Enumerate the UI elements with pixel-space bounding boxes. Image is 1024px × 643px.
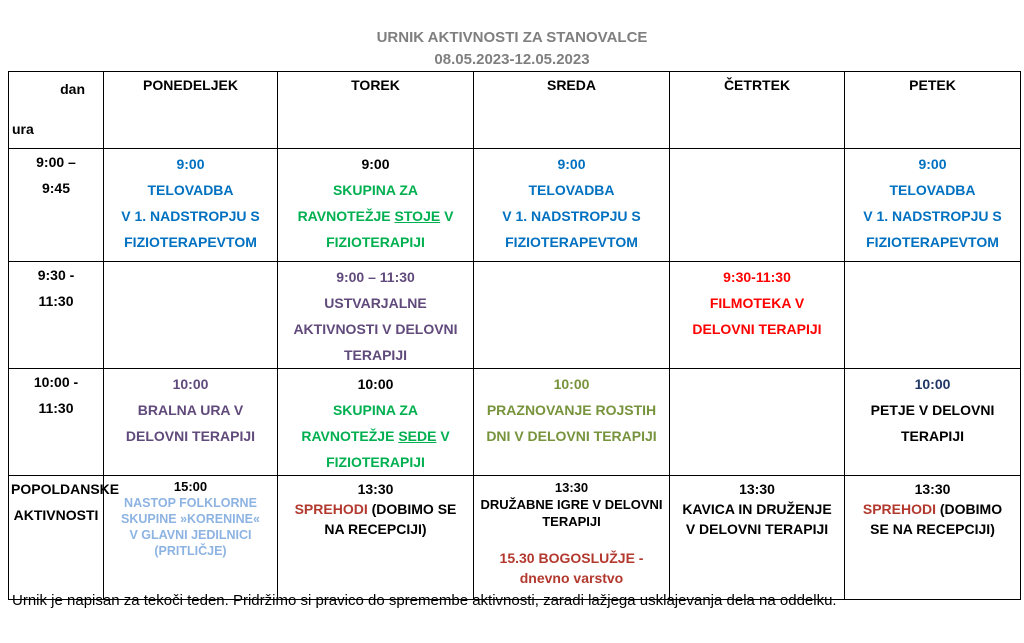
- table-row: [9, 476, 1021, 600]
- activity-cell: 13:30 SPREHODI (DOBIMO SE NA RECEPCIJI): [845, 476, 1021, 600]
- activity-cell: 9:30-11:30 FILMOTEKA V DELOVNI TERAPIJI: [670, 262, 845, 369]
- activity-cell: 10:00 SKUPINA ZA RAVNOTEŽJE SEDE V FIZIOTERAPIJI: [278, 369, 474, 476]
- empty-cell: [845, 262, 1021, 369]
- time-label: 9:30 - 11:30: [9, 262, 104, 369]
- day-tuesday: TOREK: [278, 72, 474, 149]
- activity-cell: 13:30 DRUŽABNE IGRE V DELOVNI TERAPIJI 15.30 BOGOSLUŽJE - dnevno varstvo: [474, 476, 670, 600]
- table-row: [9, 149, 1021, 262]
- activity-cell: 13:30 KAVICA IN DRUŽENJE V DELOVNI TERAPIJI: [670, 476, 845, 600]
- schedule-table: [8, 71, 1021, 600]
- activity-cell: 9:00 SKUPINA ZA RAVNOTEŽJE STOJE V FIZIOTERAPIJI: [278, 149, 474, 262]
- footer-note: Urnik je napisan za tekoči teden. Pridržimo si pravico do spremembe aktivnosti, zaradi lažjega usklajevanja dela na oddelku.: [12, 592, 837, 609]
- table-row: [9, 369, 1021, 476]
- activity-cell: 9:00 – 11:30 USTVARJALNE AKTIVNOSTI V DELOVNI TERAPIJI: [278, 262, 474, 369]
- corner-cell: [9, 72, 104, 149]
- activity-cell: 9:00 TELOVADBA V 1. NADSTROPJU S FIZIOTERAPEVTOM: [845, 149, 1021, 262]
- schedule-title: URNIK AKTIVNOSTI ZA STANOVALCE: [376, 29, 648, 46]
- day-wednesday: SREDA: [474, 72, 670, 149]
- empty-cell: [670, 369, 845, 476]
- activity-cell: 9:00 TELOVADBA V 1. NADSTROPJU S FIZIOTERAPEVTOM: [474, 149, 670, 262]
- time-label: 9:00 – 9:45: [9, 149, 104, 262]
- table-row: [9, 262, 1021, 369]
- activity-cell: 9:00 TELOVADBA V 1. NADSTROPJU S FIZIOTERAPEVTOM: [104, 149, 278, 262]
- corner-ura: ura: [12, 121, 34, 137]
- empty-cell: [104, 262, 278, 369]
- activity-cell: 10:00 PRAZNOVANJE ROJSTIH DNI V DELOVNI TERAPIJI: [474, 369, 670, 476]
- day-monday: PONEDELJEK: [104, 72, 278, 149]
- activity-cell: 10:00 BRALNA URA V DELOVNI TERAPIJI: [104, 369, 278, 476]
- afternoon-label: POPOLDANSKE AKTIVNOSTI: [9, 476, 104, 600]
- corner-dan: dan: [60, 81, 85, 97]
- time-label: 10:00 - 11:30: [9, 369, 104, 476]
- activity-cell: 15:00 NASTOP FOLKLORNE SKUPINE »KORENINE« V GLAVNI JEDILNICI (PRITLIČJE): [104, 476, 278, 600]
- empty-cell: [670, 149, 845, 262]
- day-thursday: ČETRTEK: [670, 72, 845, 149]
- activity-cell: 10:00 PETJE V DELOVNI TERAPIJI: [845, 369, 1021, 476]
- day-friday: PETEK: [845, 72, 1021, 149]
- empty-cell: [474, 262, 670, 369]
- header-row: [9, 72, 1021, 149]
- schedule-dates: 08.05.2023-12.05.2023: [434, 51, 590, 68]
- activity-cell: 13:30 SPREHODI (DOBIMO SE NA RECEPCIJI): [278, 476, 474, 600]
